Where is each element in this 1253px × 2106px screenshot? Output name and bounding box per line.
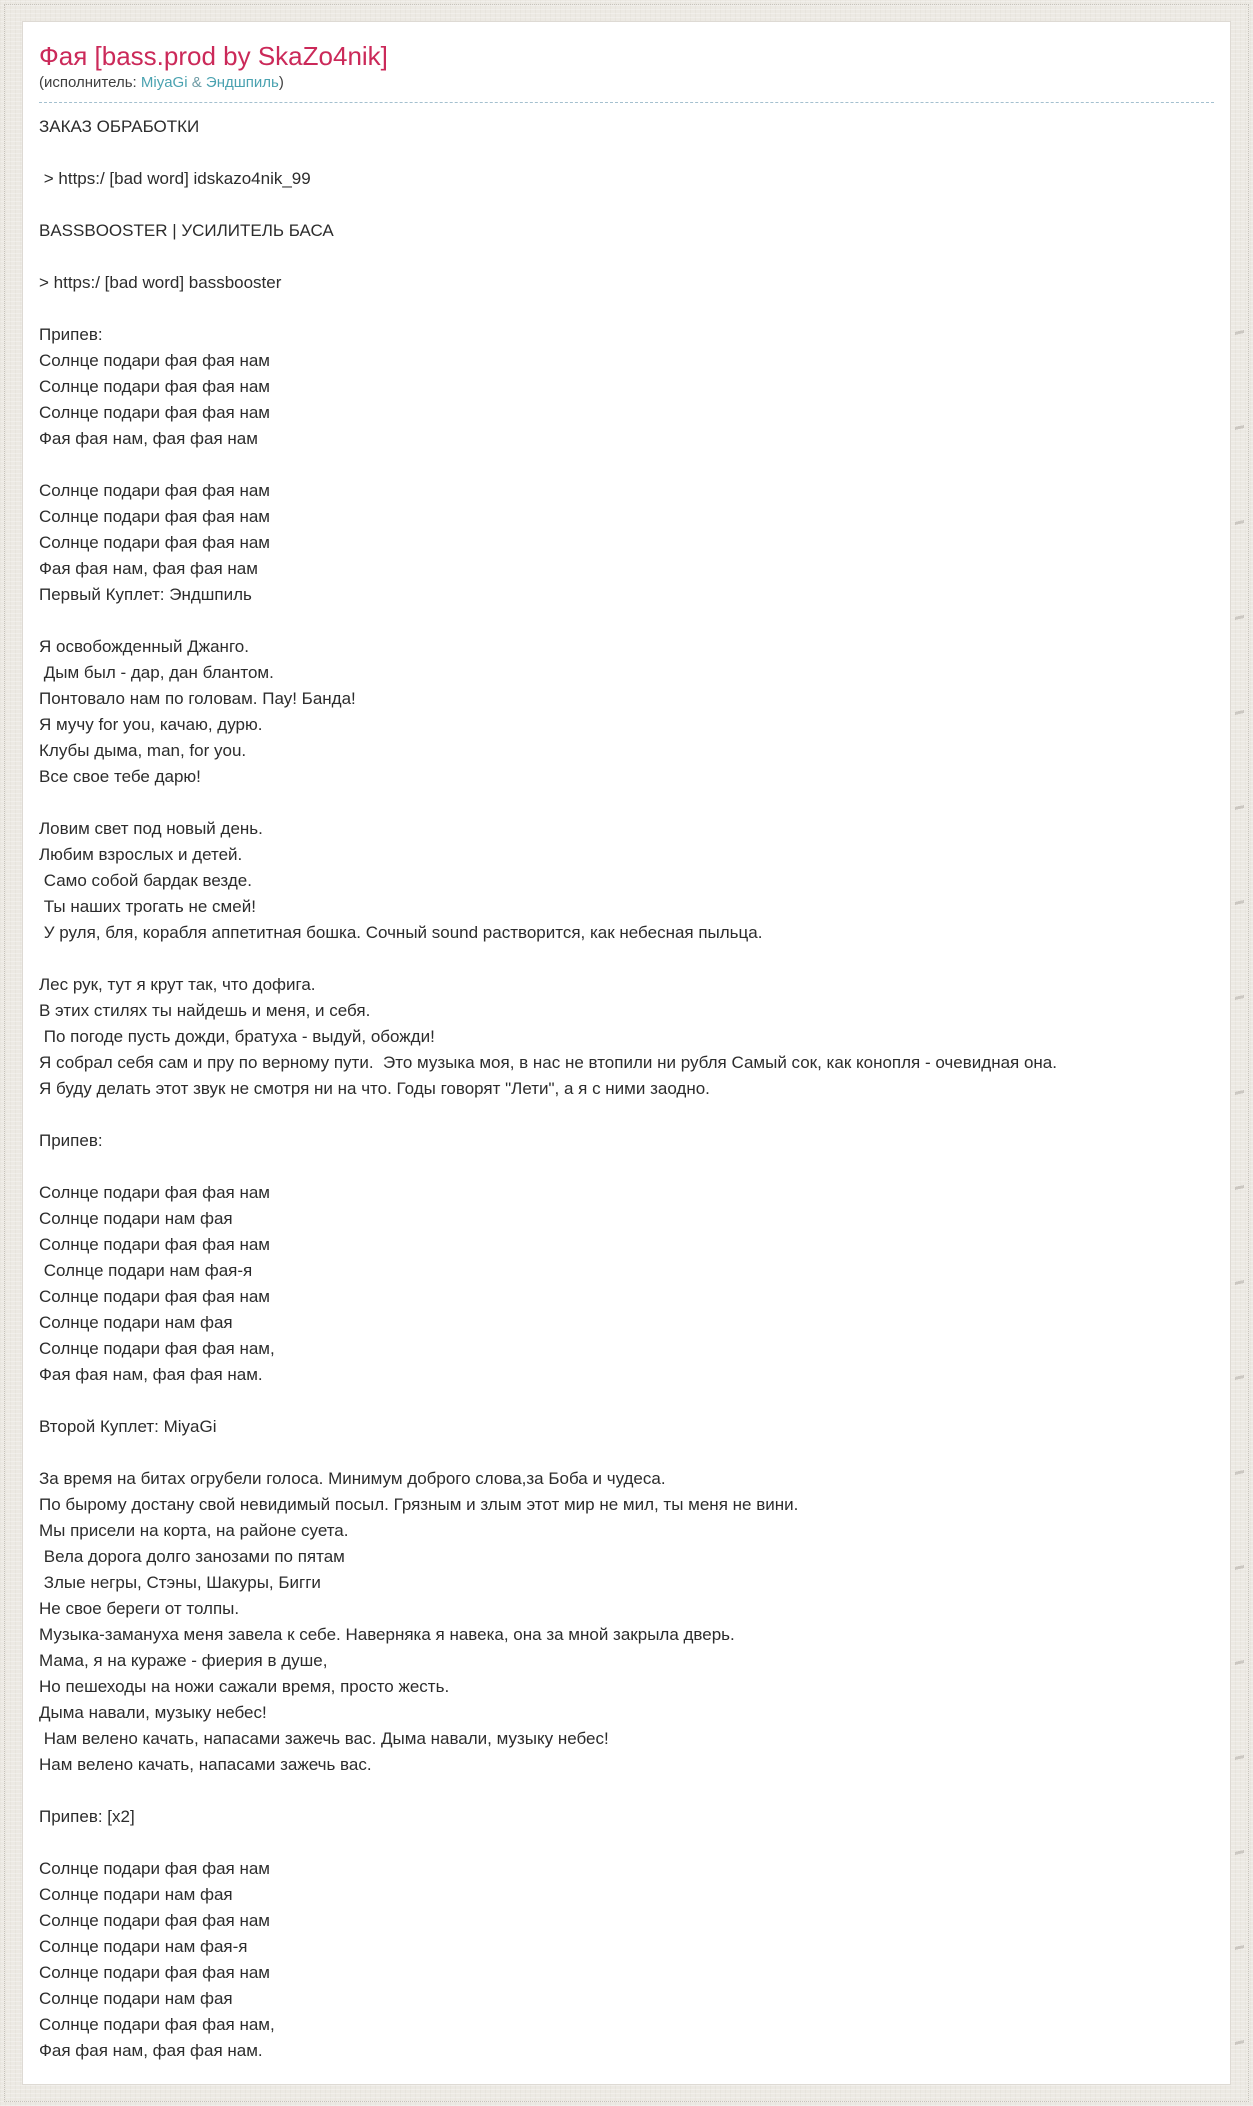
- lyrics-line: Солнце подари фая фая нам: [39, 377, 270, 396]
- paper-edge-ticks: [1235, 238, 1244, 2082]
- lyrics-line: Фая фая нам, фая фая нам.: [39, 1365, 263, 1384]
- lyrics-line: Солнце подари фая фая нам: [39, 533, 270, 552]
- lyrics-blank-line: [39, 1388, 1214, 1414]
- lyrics-line: Злые негры, Стэны, Шакуры, Бигги: [39, 1573, 321, 1592]
- lyrics-blank-line: [39, 140, 1214, 166]
- close-paren: ): [278, 74, 284, 91]
- lyrics-line: У руля, бля, корабля аппетитная бошка. Сочный sound растворится, как небесная пыльца.: [39, 923, 763, 942]
- lyrics-blank-line: [39, 1830, 1214, 1856]
- lyrics-line: Мы присели на корта, на районе суета.: [39, 1521, 349, 1540]
- lyrics-line: Второй Куплет: MiyaGi: [39, 1417, 217, 1436]
- lyrics-blank-line: [39, 192, 1214, 218]
- lyrics-line: Фая фая нам, фая фая нам.: [39, 2041, 263, 2060]
- lyrics-line: Понтовало нам по головам. Пау! Банда!: [39, 689, 356, 708]
- lyrics-line: Солнце подари фая фая нам: [39, 1235, 270, 1254]
- lyrics-line: > https:/ [bad word] idskazo4nik_99: [39, 169, 311, 188]
- lyrics-line: Солнце подари фая фая нам: [39, 1963, 270, 1982]
- performer-label: (исполнитель:: [39, 74, 137, 91]
- lyrics-line: Лес рук, тут я крут так, что дофига.: [39, 975, 316, 994]
- lyrics-line: BASSBOOSTER | УСИЛИТЕЛЬ БАСА: [39, 221, 334, 240]
- lyrics-blank-line: [39, 1102, 1214, 1128]
- lyrics-line: Припев:: [39, 325, 103, 344]
- lyrics-line: Само собой бардак везде.: [39, 871, 252, 890]
- lyrics-line: > https:/ [bad word] bassbooster: [39, 273, 282, 292]
- lyrics-line: Солнце подари фая фая нам: [39, 351, 270, 370]
- lyrics-line: Вела дорога долго занозами по пятам: [39, 1547, 345, 1566]
- lyrics-line: Ловим свет под новый день.: [39, 819, 263, 838]
- lyrics-line: Ты наших трогать не смей!: [39, 897, 256, 916]
- lyrics-line: Солнце подари фая фая нам: [39, 1859, 270, 1878]
- lyrics-blank-line: [39, 1154, 1214, 1180]
- artist-line: [39, 74, 1214, 103]
- lyrics-line: Солнце подари фая фая нам,: [39, 1339, 275, 1358]
- lyrics-line: Клубы дыма, man, for you.: [39, 741, 247, 760]
- artist-link-miyagi[interactable]: MiyaGi: [140, 74, 188, 91]
- lyrics-blank-line: [39, 790, 1214, 816]
- lyrics-line: Мама, я на кураже - фиерия в душе,: [39, 1651, 328, 1670]
- lyrics-line: Солнце подари фая фая нам: [39, 1287, 270, 1306]
- page-title: Фая [bass.prod by SkaZo4nik]: [39, 41, 388, 71]
- lyrics-line: Солнце подари фая фая нам: [39, 481, 270, 500]
- lyrics-line: Но пешеходы на ножи сажали время, просто жесть.: [39, 1677, 450, 1696]
- lyrics-line: Первый Куплет: Эндшпиль: [39, 585, 252, 604]
- lyrics-blank-line: [39, 452, 1214, 478]
- lyrics-line: Нам велено качать, напасами зажечь вас.: [39, 1755, 372, 1774]
- lyrics-blank-line: [39, 946, 1214, 972]
- lyrics-line: Солнце подари нам фая-я: [39, 1261, 253, 1280]
- lyrics-line: За время на битах огрубели голоса. Минимум доброго слова,за Боба и чудеса.: [39, 1469, 666, 1488]
- lyrics-text: [39, 114, 1214, 2064]
- lyrics-line: Фая фая нам, фая фая нам: [39, 429, 258, 448]
- content-card: [22, 21, 1231, 2085]
- lyrics-line: Солнце подари фая фая нам: [39, 403, 270, 422]
- artist-link-endshpil[interactable]: Эндшпиль: [205, 74, 279, 91]
- lyrics-line: Солнце подари нам фая: [39, 1209, 233, 1228]
- lyrics-line: Я освобожденный Джанго.: [39, 637, 249, 656]
- lyrics-line: Нам велено качать, напасами зажечь вас. Дыма навали, музыку небес!: [39, 1729, 609, 1748]
- lyrics-line: Дыма навали, музыку небес!: [39, 1703, 267, 1722]
- artist-separator-amp: &: [191, 74, 202, 91]
- lyrics-line: Припев:: [39, 1131, 103, 1150]
- lyrics-line: Фая фая нам, фая фая нам: [39, 559, 258, 578]
- lyrics-blank-line: [39, 296, 1214, 322]
- lyrics-line: Солнце подари нам фая: [39, 1989, 233, 2008]
- lyrics-line: Я собрал себя сам и пру по верному пути. Это музыка моя, в нас не втопили ни рубля Самый сок, как конопля - очевидная она.: [39, 1053, 1057, 1072]
- lyrics-line: Солнце подари фая фая нам: [39, 1911, 270, 1930]
- lyrics-blank-line: [39, 244, 1214, 270]
- lyrics-line: Дым был - дар, дан блантом.: [39, 663, 274, 682]
- lyrics-line: Любим взрослых и детей.: [39, 845, 243, 864]
- lyrics-line: Солнце подари нам фая: [39, 1885, 233, 1904]
- lyrics-line: Музыка-замануха меня завела к себе. Наверняка я навека, она за мной закрыла дверь.: [39, 1625, 735, 1644]
- lyrics-line: ЗАКАЗ ОБРАБОТКИ: [39, 117, 200, 136]
- lyrics-line: Солнце подари нам фая-я: [39, 1937, 248, 1956]
- lyrics-line: Солнце подари нам фая: [39, 1313, 233, 1332]
- lyrics-line: Все свое тебе дарю!: [39, 767, 201, 786]
- lyrics-line: Солнце подари фая фая нам: [39, 507, 270, 526]
- lyrics-line: Солнце подари фая фая нам: [39, 1183, 270, 1202]
- lyrics-line: По бырому достану свой невидимый посыл. Грязным и злым этот мир не мил, ты меня не вини.: [39, 1495, 799, 1514]
- lyrics-line: Я буду делать этот звук не смотря ни на что. Годы говорят "Лети", а я с ними заодно.: [39, 1079, 710, 1098]
- lyrics-line: Я мучу for you, качаю, дурю.: [39, 715, 263, 734]
- lyrics-line: Солнце подари фая фая нам,: [39, 2015, 275, 2034]
- lyrics-line: Припев: [x2]: [39, 1807, 135, 1826]
- lyrics-blank-line: [39, 608, 1214, 634]
- lyrics-line: В этих стилях ты найдешь и меня, и себя.: [39, 1001, 371, 1020]
- lyrics-line: Не свое береги от толпы.: [39, 1599, 240, 1618]
- lyrics-blank-line: [39, 1778, 1214, 1804]
- lyrics-line: По погоде пусть дожди, братуха - выдуй, обожди!: [39, 1027, 435, 1046]
- lyrics-blank-line: [39, 1440, 1214, 1466]
